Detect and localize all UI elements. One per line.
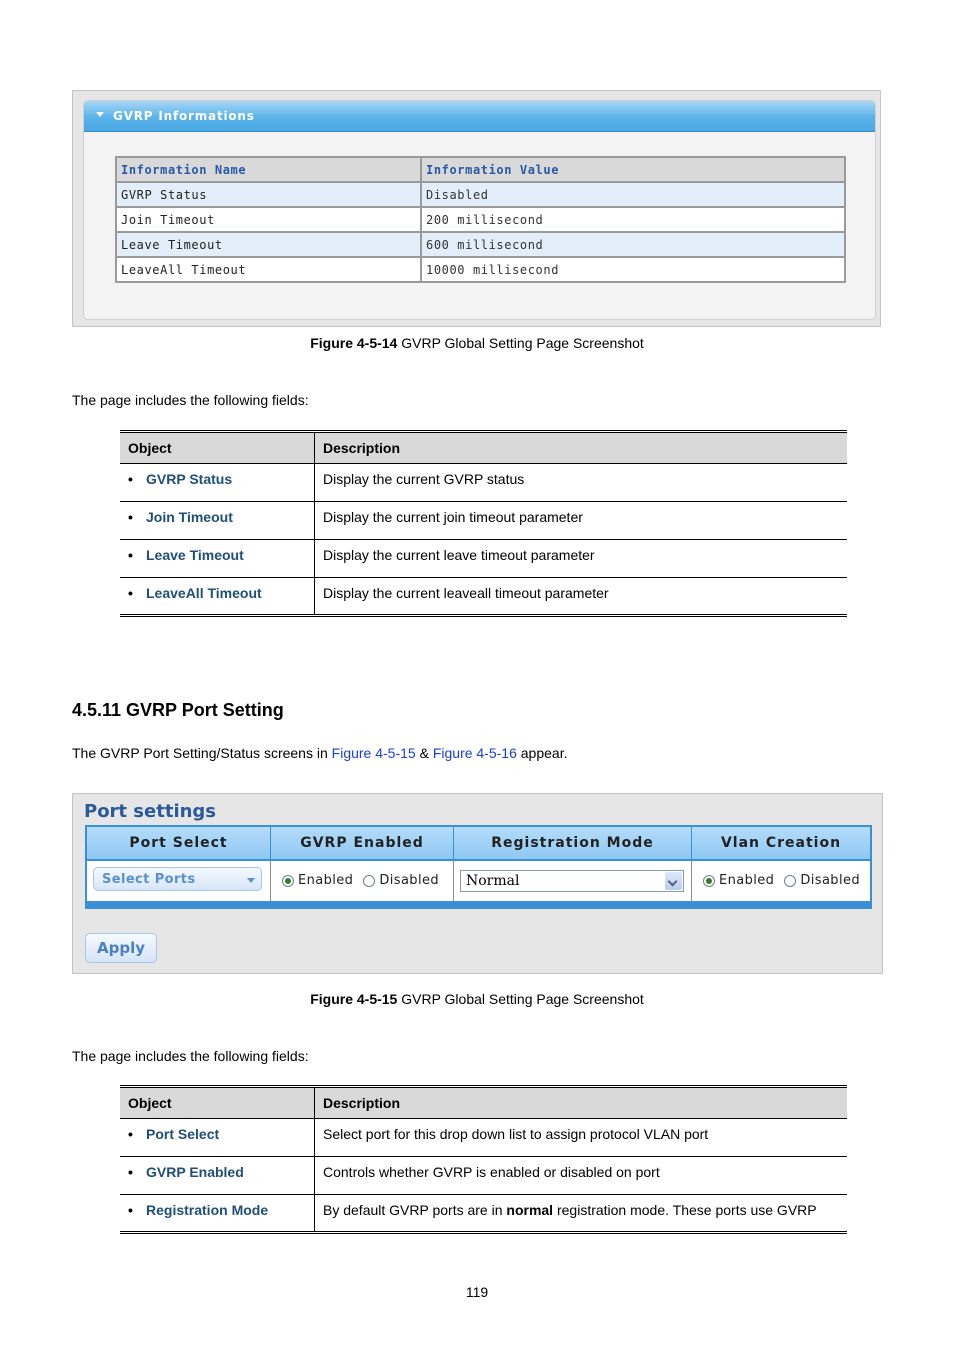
panel-title-bar[interactable] [84,101,875,132]
description-cell: Select port for this drop down list to assign protocol VLAN port [315,1119,848,1157]
info-row [116,232,845,257]
object-cell [120,502,315,540]
panel-title: GVRP Informations [113,109,255,123]
figure-caption-2 [0,991,954,1007]
info-value: Disabled [421,182,845,207]
gvrp-enabled-radio[interactable] [282,875,294,887]
dropdown-arrow-icon [247,878,255,883]
paragraph-text: & [415,745,433,761]
object-name: GVRP Status [146,471,233,487]
header-description: Description [315,432,848,464]
gvrp-info-table [115,156,846,283]
page-number: 119 [465,1284,489,1300]
bullet-icon: • [128,509,133,525]
info-header-name: Information Name [116,157,421,182]
description-text: registration mode. These ports use GVRP [553,1202,817,1218]
caption-text: GVRP Global Setting Page Screenshot [397,335,644,351]
object-name: Registration Mode [146,1202,269,1218]
paragraph-text: The GVRP Port Setting/Status screens in [72,745,332,761]
gvrp-disabled-radio[interactable] [363,875,375,887]
figure-caption-1 [0,335,954,351]
port-settings-title: Port settings [84,801,217,822]
radio-label-enabled: Enabled [719,873,775,888]
paragraph-text: appear. [516,745,568,761]
object-name: Join Timeout [146,509,233,525]
bullet-icon: • [128,547,133,563]
info-value: 600 millisecond [421,232,845,257]
description-cell: Display the current leaveall timeout parameter [315,578,848,616]
caption-text: GVRP Global Setting Page Screenshot [397,991,644,1007]
caption-label: Figure 4-5-14 [310,335,398,351]
port-settings-table [85,825,872,909]
vlan-creation-cell [691,861,870,903]
info-row [116,257,845,282]
bullet-icon: • [128,585,133,601]
radio-label-enabled: Enabled [298,873,354,888]
table-row [120,1157,847,1195]
header-object: Object [120,1087,315,1119]
port-settings-screenshot [72,793,883,974]
table-row [120,578,847,616]
description-cell: Display the current join timeout parameter [315,502,848,540]
fields-table-header [120,1087,847,1119]
info-name: GVRP Status [116,182,421,207]
figure-link-4-5-16[interactable]: Figure 4-5-16 [432,745,517,761]
column-vlan-creation: Vlan Creation [691,827,870,859]
info-value: 200 millisecond [421,207,845,232]
intro-text: The page includes the following fields: [72,392,309,408]
info-name: Join Timeout [116,207,421,232]
header-object: Object [120,432,315,464]
bullet-icon: • [128,1164,133,1180]
info-value: 10000 millisecond [421,257,845,282]
column-port-select: Port Select [129,835,228,851]
table-row [120,1119,847,1157]
info-name: LeaveAll Timeout [116,257,421,282]
column-registration-mode: Registration Mode [453,827,691,859]
gvrp-enabled-cell [270,861,453,903]
table-row [120,1195,847,1233]
info-row [116,182,845,207]
bullet-icon: • [128,1126,133,1142]
object-cell [120,1119,315,1157]
gvrp-informations-panel [83,100,876,320]
description-text: By default GVRP ports are in [323,1202,507,1218]
object-name: Leave Timeout [146,547,244,563]
fields-table-1 [120,430,847,617]
description-cell: Display the current leave timeout parameter [315,540,848,578]
intro-text: The page includes the following fields: [72,1048,309,1064]
port-select-value: Select Ports [102,872,196,887]
header-description: Description [315,1087,848,1119]
object-name: GVRP Enabled [146,1164,244,1180]
object-cell [120,540,315,578]
figure-link-4-5-15[interactable]: Figure 4-5-15 [331,745,416,761]
section-paragraph [72,745,567,761]
object-cell [120,464,315,502]
bullet-icon: • [128,471,133,487]
table-row [120,540,847,578]
fields-table-header [120,432,847,464]
info-row [116,207,845,232]
info-table-header [116,157,845,182]
registration-mode-select[interactable] [460,870,684,892]
gvrp-enabled-radio-group [282,873,439,888]
fields-table-2 [120,1085,847,1234]
port-select-cell [87,861,270,903]
apply-button[interactable]: Apply [85,933,157,963]
radio-label-disabled: Disabled [800,873,861,888]
vlan-creation-disabled-radio[interactable] [784,875,796,887]
column-gvrp-enabled: GVRP Enabled [270,827,453,859]
object-name: Port Select [146,1126,220,1142]
port-settings-row [87,861,870,903]
registration-mode-cell [453,861,691,903]
description-bold: normal [506,1202,554,1218]
object-name: LeaveAll Timeout [146,585,262,601]
info-name: Leave Timeout [116,232,421,257]
description-cell: Controls whether GVRP is enabled or disabled on port [315,1157,848,1195]
gvrp-informations-screenshot [72,90,881,327]
caption-label: Figure 4-5-15 [310,991,398,1007]
object-cell [120,578,315,616]
port-settings-header [87,827,870,861]
section-heading: 4.5.11 GVRP Port Setting [72,700,284,720]
collapse-triangle-icon[interactable] [96,112,104,117]
table-row [120,502,847,540]
info-header-value: Information Value [421,157,845,182]
object-cell [120,1195,315,1233]
port-select-dropdown[interactable] [93,867,262,891]
description-cell: Display the current GVRP status [315,464,848,502]
registration-mode-value: Normal [466,873,520,889]
vlan-creation-radio-group [703,873,860,888]
table-row [120,464,847,502]
table-bottom-border [87,901,870,907]
chevron-down-icon[interactable] [665,872,682,890]
vlan-creation-enabled-radio[interactable] [703,875,715,887]
object-cell [120,1157,315,1195]
description-cell [315,1195,848,1233]
radio-label-disabled: Disabled [379,873,440,888]
bullet-icon: • [128,1202,133,1218]
